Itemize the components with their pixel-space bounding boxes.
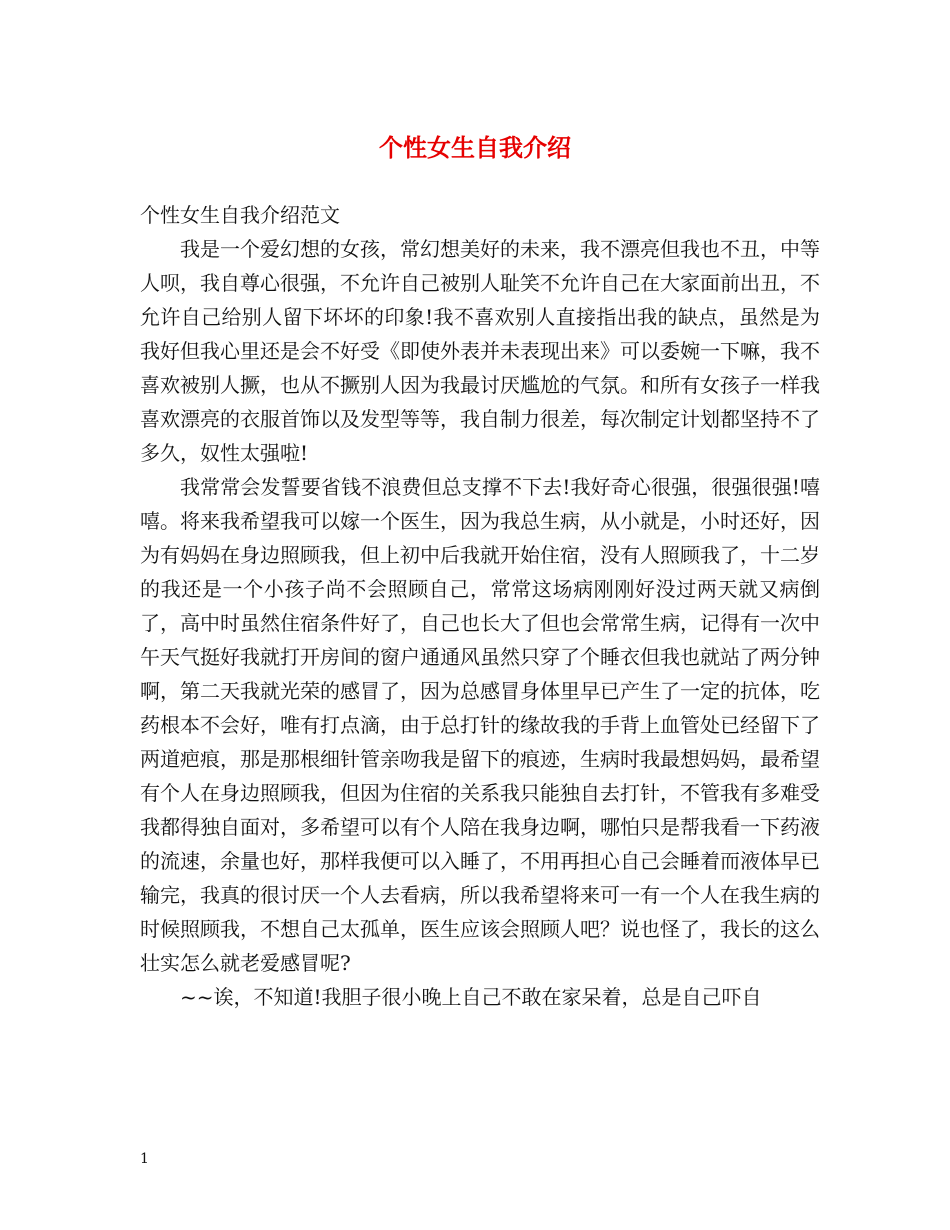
document-subtitle: 个性女生自我介绍范文	[140, 203, 340, 227]
paragraph-2: 我常常会发誓要省钱不浪费但总支撑不下去!我好奇心很强，很强很强!嘻嘻。将来我希望我可以嫁一个医生，因为我总生病，从小就是，小时还好，因为有妈妈在身边照顾我，但上初中后我就开始住宿，没有人照顾我了，十二岁的我还是一个小孩子尚不会照顾自己，常常这场病刚刚好没过两天就又病倒了，高中时虽然住宿条件好了，自己也长大了但也会常常生病，记得有一次中午天气挺好我就打开房间的窗户通通风虽然只穿了个睡衣但我也就站了两分钟啊，第二天我就光荣的感冒了，因为总感冒身体里早已产生了一定的抗体，吃药根本不会好，唯有打点滴，由于总打针的缘故我的手背上血管处已经留下了两道疤痕，那是那根细针管亲吻我是留下的痕迹，生病时我最想妈妈，最希望有个人在身边照顾我，但因为住宿的关系我只能独自去打针，不管我有多难受我都得独自面对，多希望可以有个人陪在我身边啊，哪怕只是帮我看一下药液的流速，余量也好，那样我便可以入睡了，不用再担心自己会睡着而液体早已输完，我真的很讨厌一个人去看病，所以我希望将来可一有一个人在我生病的时候照顾我，不想自己太孤单，医生应该会照顾人吧？说也怪了，我长的这么壮实怎么就老爱感冒呢?	[140, 475, 820, 975]
document-title: 个性女生自我介绍	[379, 133, 571, 162]
paragraph-3: ~~诶，不知道!我胆子很小晚上自己不敢在家呆着，总是自己吓自	[180, 985, 762, 1009]
paragraph-1: 我是一个爱幻想的女孩，常幻想美好的未来，我不漂亮但我也不丑，中等人呗，我自尊心很强，不允许自己被别人耻笑不允许自己在大家面前出丑，不允许自己给别人留下坏坏的印象!我不喜欢别人直接指出我的缺点，虽然是为我好但我心里还是会不好受《即使外表并未表现出来》可以委婉一下嘛，我不喜欢被别人撅，也从不撅别人因为我最讨厌尴尬的气氛。和所有女孩子一样我喜欢漂亮的衣服首饰以及发型等等，我自制力很差，每次制定计划都坚持不了多久，奴性太强啦!	[140, 237, 820, 465]
document-body	[140, 198, 820, 1014]
page-number: 1	[140, 1151, 149, 1167]
